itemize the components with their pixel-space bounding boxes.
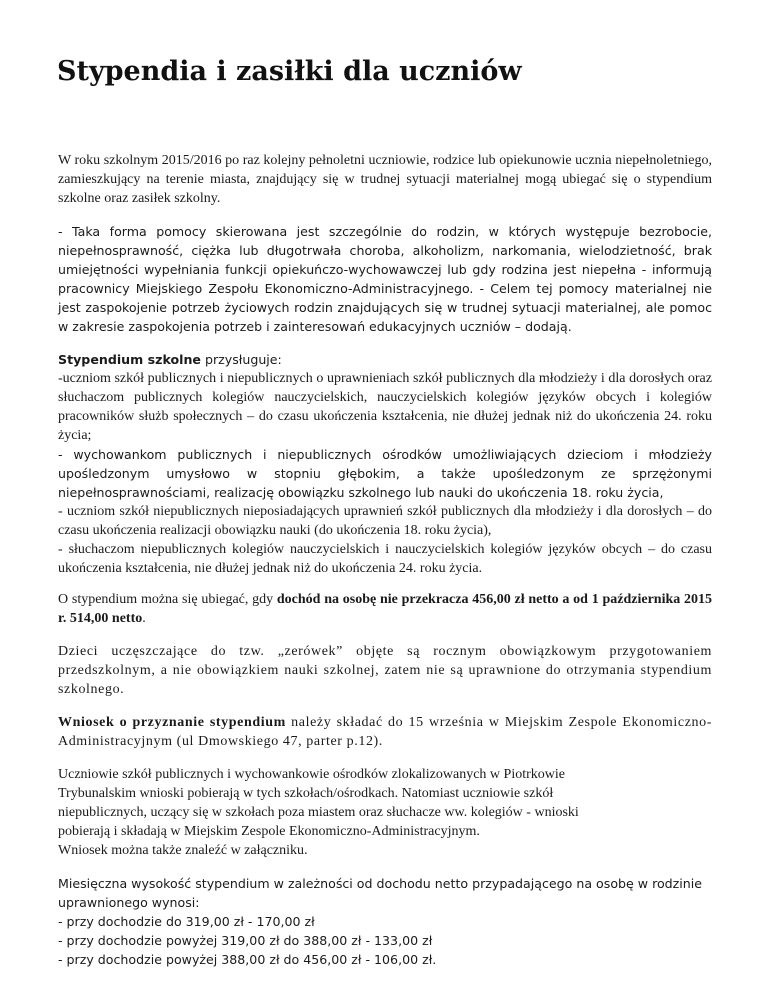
income-threshold: dochód na osobę nie przekracza 456,00 zł netto a od 1 października 2015 r. 514,00 netto	[58, 592, 713, 626]
eligibility-item: - słuchaczom niepublicznych kolegiów nauczycielskich i nauczycielskich kolegiów języków obcych – do czasu ukończenia kształcenia, nie dłużej jednak niż do ukończenia 24. roku życia.	[58, 542, 712, 576]
amounts-paragraph	[58, 874, 712, 969]
application-paragraph	[58, 713, 712, 751]
eligibility-paragraph	[58, 350, 712, 578]
income-paragraph	[58, 590, 712, 628]
income-tail: .	[142, 611, 146, 626]
eligibility-lead-bold: Stypendium szkolne	[58, 352, 201, 367]
purpose-paragraph: - Taka forma pomocy skierowana jest szczególnie do rodzin, w których występuje bezrobocie, niepełnosprawność, ciężka lub długotrwała choroba, alkoholizm, narkomania, wielodzietność, brak umiejętności wypełniania funkcji opiekuńczo-wychowawczej lub gdy rodzina jest niepełna - informują pracownicy Miejskiego Zespołu Ekonomiczno-Administracyjnego. - Celem tej pomocy materialnej nie jest zaspokojenie potrzeb życiowych rodzin znajdujących się w trudnej sytuacji materialnej, ale pomoc w zakresie zaspokojenia potrzeb i zainteresowań edukacyjnych uczniów – dodają.	[58, 224, 712, 334]
eligibility-item: - uczniom szkół niepublicznych nieposiadających uprawnień szkół publicznych dla młodzieży i dla dorosłych – do czasu ukończenia realizacji obowiązku nauki (do ukończenia 18. roku życia),	[58, 504, 712, 538]
amount-tier: - przy dochodzie do 319,00 zł - 170,00 zł	[58, 914, 315, 929]
eligibility-item: - wychowankom publicznych i niepublicznych ośrodków umożliwiających dzieciom i młodzieży upośledzonym umysłowo w stopniu głębokim, a także upośledzonym ze sprzężonymi niepełnosprawnościami, realizację obowiązku szkolnego lub nauki do ukończenia 18. roku życia,	[58, 447, 712, 500]
eligibility-item: -uczniom szkół publicznych i niepublicznych o uprawnieniach szkół publicznych dla młodzieży i dla dorosłych oraz słuchaczom publicznych kolegiów nauczycielskich, nauczycielskich kolegiów języków obcych i kolegiów pracowników służb społecznych – do czasu ukończenia kształcenia, nie dłużej jednak niż do ukończenia 24. roku życia;	[58, 371, 712, 443]
eligibility-lead-rest: przysługuje:	[200, 352, 282, 367]
forms-line: pobierają i składają w Miejskim Zespole Ekonomiczno-Administracyjnym.	[58, 824, 480, 839]
forms-line: Trybunalskim wnioski pobierają w tych szkołach/ośrodkach. Natomiast uczniowie szkół	[58, 786, 554, 801]
amount-tier: - przy dochodzie powyżej 319,00 zł do 388,00 zł - 133,00 zł	[58, 933, 433, 948]
forms-line: Uczniowie szkół publicznych i wychowankowie ośrodków zlokalizowanych w Piotrkowie	[58, 767, 565, 782]
income-lead: O stypendium można się ubiegać, gdy	[58, 592, 277, 607]
forms-paragraph	[58, 765, 712, 860]
preschool-paragraph: Dzieci uczęszczające do tzw. „zerówek” objęte są rocznym obowiązkowym przygotowaniem przedszkolnym, a nie obowiązkiem nauki szkolnej, zatem nie są uprawnione do otrzymania stypendium szkolnego.	[58, 644, 712, 697]
article-body	[58, 151, 712, 981]
application-bold: Wniosek o przyznanie stypendium	[58, 715, 286, 730]
amounts-lead: Miesięczna wysokość stypendium w zależności od dochodu netto przypadającego na osobę w rodzinie uprawnionego wynosi:	[58, 876, 703, 910]
amount-tier: - przy dochodzie powyżej 388,00 zł do 456,00 zł - 106,00 zł.	[58, 952, 437, 967]
page-title: Stypendia i zasiłki dla uczniów	[57, 56, 522, 87]
application-rest: należy składać do 15 września w Miejskim Zespole Ekonomiczno-Administracyjnym (ul Dmowskiego 47, parter p.12).	[58, 715, 712, 749]
intro-paragraph: W roku szkolnym 2015/2016 po raz kolejny pełnoletni uczniowie, rodzice lub opiekunowie ucznia niepełnoletniego, zamieszkujący na terenie miasta, znajdujący się w trudnej sytuacji materialnej mogą ubiegać się o stypendium szkolne oraz zasiłek szkolny.	[58, 153, 712, 206]
forms-line: niepublicznych, uczący się w szkołach poza miastem oraz słuchacze ww. kolegiów - wnioski	[58, 805, 579, 820]
attachment-note: Wniosek można także znaleźć w załączniku.	[58, 843, 308, 858]
